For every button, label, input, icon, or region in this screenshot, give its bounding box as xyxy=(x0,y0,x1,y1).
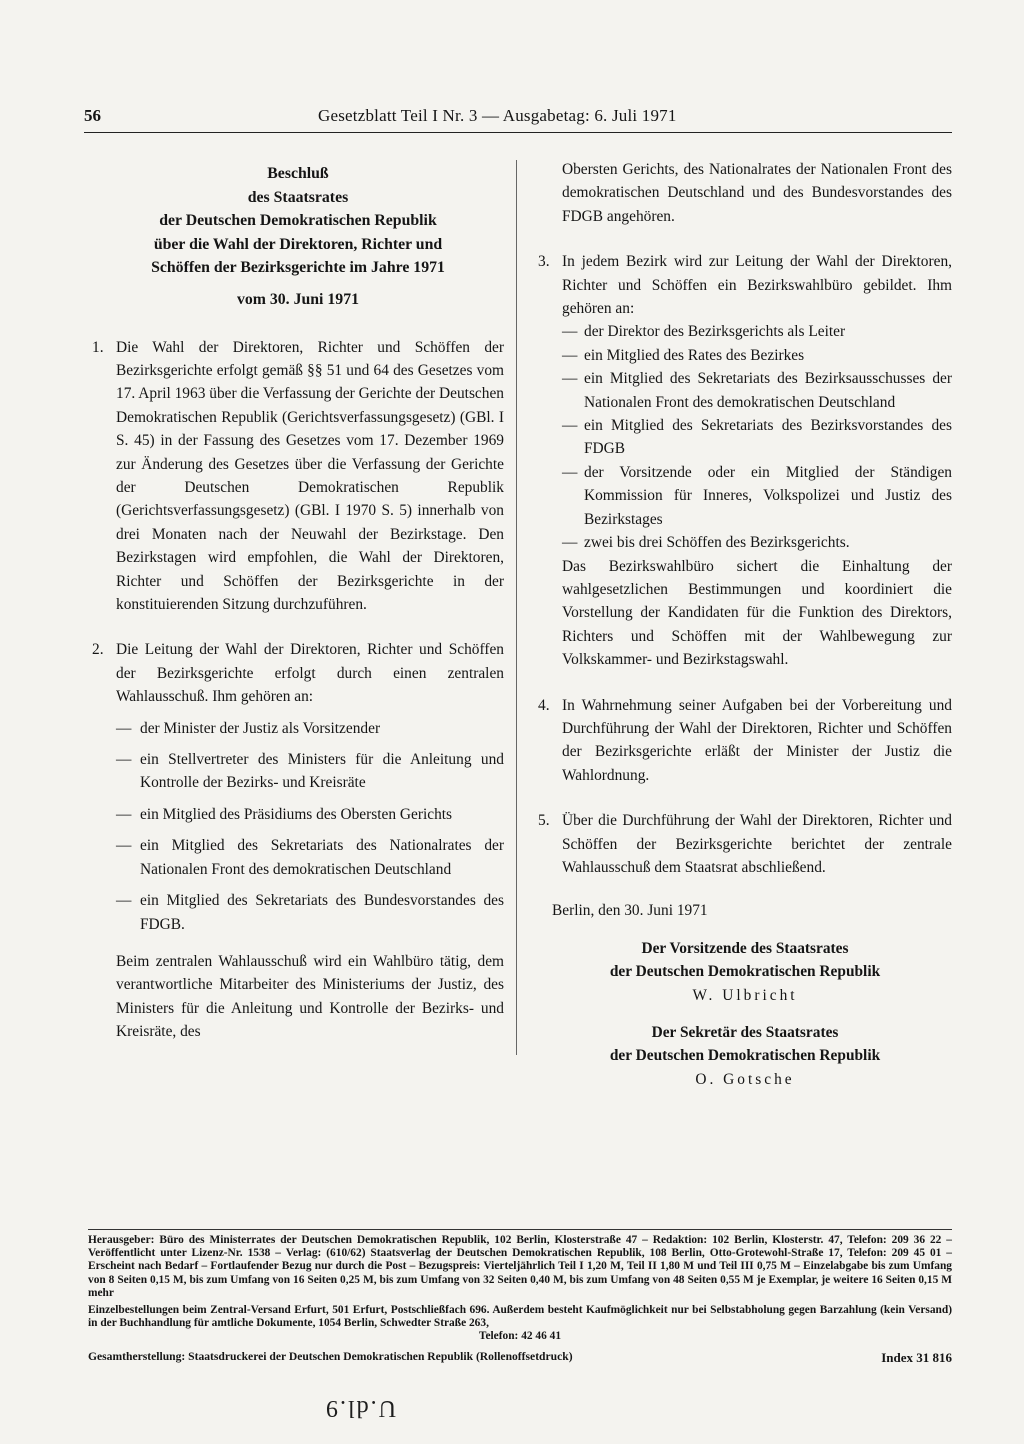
imprint xyxy=(88,1229,952,1366)
dash-marker: — xyxy=(562,346,578,364)
decree-item-4 xyxy=(538,694,952,788)
dash-marker: — xyxy=(562,534,578,552)
item-number: 1. xyxy=(92,338,104,356)
member-text: ein Mitglied des Präsidiums des Obersten Gerichts xyxy=(140,805,453,823)
signatory-name: O. Gotsche xyxy=(695,1070,795,1088)
decree-title-line: Beschluß xyxy=(267,165,329,182)
item-text: Über die Durchführung der Wahl der Direktoren, Richter und Schöffen der Bezirksgerichte berichtet der zentrale Wahlausschuß dem Staatsrat abschließend. xyxy=(562,812,952,876)
member-text: ein Mitglied des Sekretariats des Nationalrates der Nationalen Front des demokratischen Deutschland xyxy=(140,837,504,878)
place-and-date: Berlin, den 30. Juni 1971 xyxy=(552,902,708,920)
signature-block-chairman xyxy=(538,937,952,1007)
signatory-name: W. Ulbricht xyxy=(692,986,798,1004)
member-list-item xyxy=(562,414,952,461)
wahlbuero-paragraph: Beim zentralen Wahlausschuß wird ein Wahlbüro tätig, dem verantwortliche Mitarbeiter des Ministeriums der Justiz, des Ministers für die Anleitung und Kontrolle der Bezirks- und Kreisräte, des xyxy=(116,952,504,1041)
item-text: In jedem Bezirk wird zur Leitung der Wahl der Direktoren, Richter und Schöffen ein Bezirkswahlbüro gebildet. Ihm gehören an: xyxy=(562,253,952,318)
item-body xyxy=(562,250,952,671)
member-list-item xyxy=(562,461,952,531)
item-number: 2. xyxy=(92,641,104,659)
member-text: ein Mitglied des Sekretariats des Bundesvorstandes des FDGB. xyxy=(140,892,504,933)
dash-marker: — xyxy=(562,323,578,341)
continuation-text: Obersten Gerichts, des Nationalrates der Nationalen Front des demokratischen Deutschland und des Bundesvorstandes des FDGB angehören. xyxy=(562,161,952,225)
decree-item-5 xyxy=(538,809,952,879)
decree-title-line: über die Wahl der Direktoren, Richter und xyxy=(153,235,443,253)
member-list-item xyxy=(116,748,504,795)
member-text: ein Mitglied des Sekretariats des Bezirksvorstandes des FDGB xyxy=(584,417,952,458)
printer-info: Gesamtherstellung: Staatsdruckerei der Deutschen Demokratischen Republik (Rollenoffsetdruck) xyxy=(88,1349,573,1363)
member-list-item xyxy=(562,320,952,343)
member-list-item xyxy=(562,344,952,367)
member-text: ein Stellvertreter des Ministers für die Anleitung und Kontrolle der Bezirks- und Kreisräte xyxy=(140,751,504,792)
member-text: zwei bis drei Schöffen des Bezirksgerichts. xyxy=(584,534,850,552)
dash-marker: — xyxy=(116,751,132,769)
signatory-title: der Deutschen Demokratischen Republik xyxy=(609,1047,881,1065)
dash-marker: — xyxy=(562,370,578,388)
decree-item-2 xyxy=(92,638,504,1043)
dash-marker: — xyxy=(562,463,578,481)
member-text: der Minister der Justiz als Vorsitzender xyxy=(140,719,381,737)
decree-title-line: des Staatsrates xyxy=(247,188,349,206)
publisher-info: Herausgeber: Büro des Ministerrates der Deutschen Demokratischen Republik, 102 Berlin, Klosterstraße 47 – Redaktion: 102 Berlin, Klosterstr. 47, Telefon: 209 36 22 – Veröffentlicht unter Lizenz-Nr. 1538 – Verlag: (610/62) Staatsverlag der Deutschen Demokratischen Republik, 108 Berlin, Otto-Grotewohl-Straße 17, Telefon: 209 45 01 – Erscheint nach Bedarf – Fortlaufender Bezug nur durch die Post – Bezugspreis: Vierteljährlich Teil I 1,20 M, Teil II 1,80 M und Teil III 0,75 M – Einzelabgabe bis zum Umfang von 8 Seiten 0,15 M, bis zum Umfang von 16 Seiten 0,25 M, bis zum Umfang von 32 Seiten 0,40 M, bis zum Umfang von 48 Seiten 0,55 M je Exemplar, je weitere 16 Seiten 0,15 M mehr xyxy=(88,1234,952,1299)
member-text: ein Mitglied des Rates des Bezirkes xyxy=(584,346,805,364)
decree-date: vom 30. Juni 1971 xyxy=(236,290,359,308)
member-list-item xyxy=(116,803,504,826)
column-divider xyxy=(516,160,517,1055)
index-number: Index 31 816 xyxy=(881,1349,952,1365)
item-number: 4. xyxy=(538,696,550,714)
imprint-rule xyxy=(88,1229,952,1230)
header-rule xyxy=(84,132,952,133)
member-list-item xyxy=(116,889,504,936)
ordering-info xyxy=(88,1304,952,1344)
dash-marker: — xyxy=(562,417,578,435)
right-column xyxy=(538,158,952,1091)
item-body xyxy=(116,638,504,1043)
decree-title-line: Schöffen der Bezirksgerichte im Jahre 1971 xyxy=(151,259,445,277)
item-text: In Wahrnehmung seiner Aufgaben bei der Vorbereitung und Durchführung der Wahl der Direktoren, Richter und Schöffen der Bezirksgerichte erläßt der Minister der Justiz die Wahlordnung. xyxy=(562,696,952,784)
signatory-title: Der Sekretär des Staatsrates xyxy=(651,1024,839,1041)
item-text: Die Leitung der Wahl der Direktoren, Richter und Schöffen der Bezirksgerichte erfolgt durch einen zentralen Wahlausschuß. Ihm gehören an: xyxy=(116,641,504,706)
ordering-phone: Telefon: 42 46 41 xyxy=(478,1330,562,1343)
signatory-title: Der Vorsitzende des Staatsrates xyxy=(641,939,849,957)
member-text: ein Mitglied des Sekretariats des Bezirksausschusses der Nationalen Front des demokratischen Deutschland xyxy=(584,370,952,411)
printer-line xyxy=(88,1350,952,1366)
item-number: 3. xyxy=(538,253,550,271)
decree-title xyxy=(92,162,504,312)
member-text: der Vorsitzende oder ein Mitglied der Ständigen Kommission für Inneres, Volkspolizei und Justiz des Bezirkstages xyxy=(584,463,952,528)
dash-marker: — xyxy=(116,719,132,737)
item-number: 5. xyxy=(538,812,550,830)
left-column xyxy=(92,162,504,1044)
member-text: der Direktor des Bezirksgerichts als Leiter xyxy=(584,323,846,341)
signatory-title: der Deutschen Demokratischen Republik xyxy=(609,963,881,981)
decree-item-1 xyxy=(92,336,504,617)
decree-title-line: der Deutschen Demokratischen Republik xyxy=(159,212,437,230)
member-list-item xyxy=(116,834,504,881)
decree-item-3 xyxy=(538,250,952,671)
signature-block-secretary xyxy=(538,1021,952,1091)
member-list-item xyxy=(562,367,952,414)
running-header: Gesetzblatt Teil I Nr. 3 — Ausgabetag: 6. Juli 1971 xyxy=(318,106,677,125)
handwritten-mark: U.dl.9 xyxy=(324,1395,396,1421)
member-list-item xyxy=(116,717,504,740)
item-text: Die Wahl der Direktoren, Richter und Schöffen der Bezirksgerichte erfolgt gemäß §§ 51 und 64 des Gesetzes vom 17. April 1963 über die Verfassung der Gerichte der Deutschen Demokratischen Republik (Gerichtsverfassungsgesetz) (GBl. I S. 45) in der Fassung des Gesetzes vom 17. Dezember 1969 zur Änderung des Gesetzes über die Verfassung der Gerichte der Deutschen Demokratischen Republik (Gerichtsverfassungsgesetz) (GBl. I 1970 S. 5) innerhalb von drei Monaten nach der Neuwahl der Bezirkstage. Den Bezirkstagen wird empfohlen, die Wahl der Direktoren, Richter und Schöffen der Bezirksgerichte in der konstituierenden Sitzung durchzuführen. xyxy=(116,338,504,614)
ordering-text: Einzelbestellungen beim Zentral-Versand Erfurt, 501 Erfurt, Postschließfach 696. Außerdem besteht Kaufmöglichkeit nur bei Selbstabholung gegen Barzahlung (kein Versand) in der Buchhandlung für amtliche Dokumente, 1054 Berlin, Schwedter Straße 263, xyxy=(88,1304,952,1330)
member-list-item xyxy=(562,531,952,554)
dash-marker: — xyxy=(116,805,132,823)
dash-marker: — xyxy=(116,892,132,910)
bezirkswahlbuero-paragraph: Das Bezirkswahlbüro sichert die Einhaltung der wahlgesetzlichen Bestimmungen und koordiniert die Vorstellung der Kandidaten für die Funktion des Direktors, Richters und Schöffen mit der Wahlbewegung zur Volkskammer- und Bezirkstagswahl. xyxy=(562,557,952,669)
dash-marker: — xyxy=(116,837,132,855)
page-number: 56 xyxy=(84,106,101,125)
